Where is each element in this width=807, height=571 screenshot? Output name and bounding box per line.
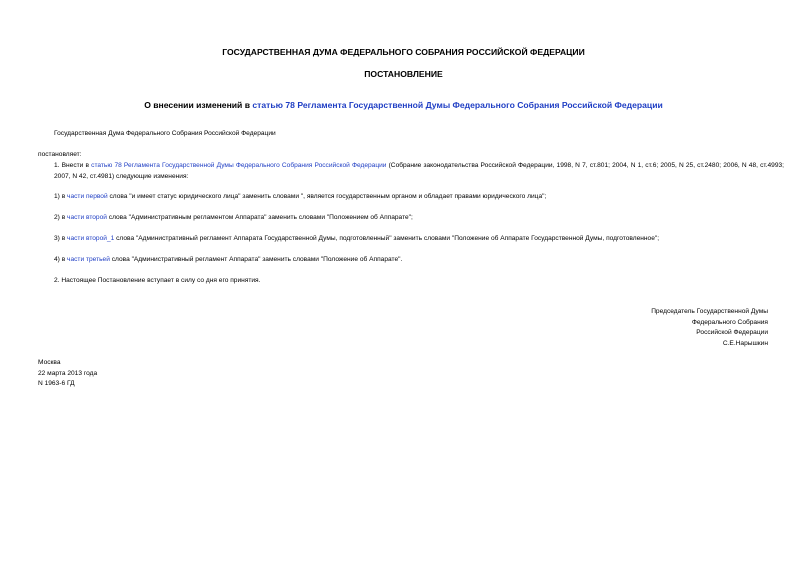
footer-date: 22 марта 2013 года: [38, 369, 98, 377]
subitem-3-prefix: 3) в: [54, 235, 68, 242]
subitem-3-suffix: слова "Административный регламент Аппарата Государственной Думы, подготовленный" заменить словами "Положение об Аппарате Государственной Думы, подготовленное";: [114, 235, 660, 242]
item-1-prefix: 1. Внести в: [54, 162, 92, 169]
org-title: ГОСУДАРСТВЕННАЯ ДУМА ФЕДЕРАЛЬНОГО СОБРАНИЯ РОССИЙСКОЙ ФЕДЕРАЦИИ: [222, 47, 585, 57]
signature-title-2: Федерального Собрания: [691, 318, 768, 326]
subitem-4-suffix: слова "Административный регламент Аппарата" заменить словами "Положение об Аппарате".: [109, 256, 403, 263]
item-2: 2. Настоящее Постановление вступает в силу со дня его принятия.: [54, 277, 261, 284]
item-1-link[interactable]: статью 78 Регламента Государственной Думы Федерального Собрания Российской Федерации: [91, 162, 387, 169]
subitem-4-prefix: 4) в: [54, 256, 68, 263]
subitem-1-link[interactable]: части первой: [67, 193, 108, 200]
subitem-2-link[interactable]: части второй: [67, 214, 107, 221]
doc-subject: [0, 100, 807, 110]
subitem-4-link[interactable]: части третьей: [67, 256, 110, 263]
signature-title-1: Председатель Государственной Думы: [651, 308, 768, 315]
subitem-1-prefix: 1) в: [54, 193, 68, 200]
intro-text: Государственная Дума Федерального Собрания Российской Федерации: [54, 130, 276, 137]
subitem-4: [38, 255, 784, 266]
subitem-2-prefix: 2) в: [54, 214, 68, 221]
subitem-2-suffix: слова "Административным регламентом Аппарата" заменить словами "Положением об Аппарате";: [106, 214, 413, 221]
footer-city: Москва: [38, 359, 61, 366]
subitem-1: [38, 192, 784, 203]
item-1: [38, 161, 784, 182]
signature-block: [651, 307, 768, 349]
decides-text: постановляет:: [38, 151, 82, 158]
footer-block: [38, 358, 97, 390]
signatory-name: С.Е.Нарышкин: [722, 339, 768, 347]
subject-link[interactable]: статью 78 Регламента Государственной Думы Федерального Собрания Российской Федерации: [252, 100, 663, 110]
signature-title-3: Российской Федерации: [696, 329, 768, 336]
doc-type-title: ПОСТАНОВЛЕНИЕ: [364, 69, 443, 79]
footer-number: N 1963-6 ГД: [38, 380, 75, 387]
subject-prefix: О внесении изменений в: [144, 100, 253, 110]
subitem-3-link[interactable]: части второй_1: [67, 235, 115, 242]
item-1-suffix: (Собрание законодательства Российской Федерации, 1998, N 7, ст.801; 2004, N 1, ст.6; 2005, N 25, ст.2480; 2006, N 48, ст.4993; 2007, N 42, ст.4981) следующие изменения:: [54, 162, 784, 180]
subitem-2: [38, 213, 784, 224]
subitem-3: [38, 234, 784, 245]
subitem-1-suffix: слова "и имеет статус юридического лица" заменить словами ", является государственным органом и обладает правами юридического лица";: [107, 193, 547, 200]
